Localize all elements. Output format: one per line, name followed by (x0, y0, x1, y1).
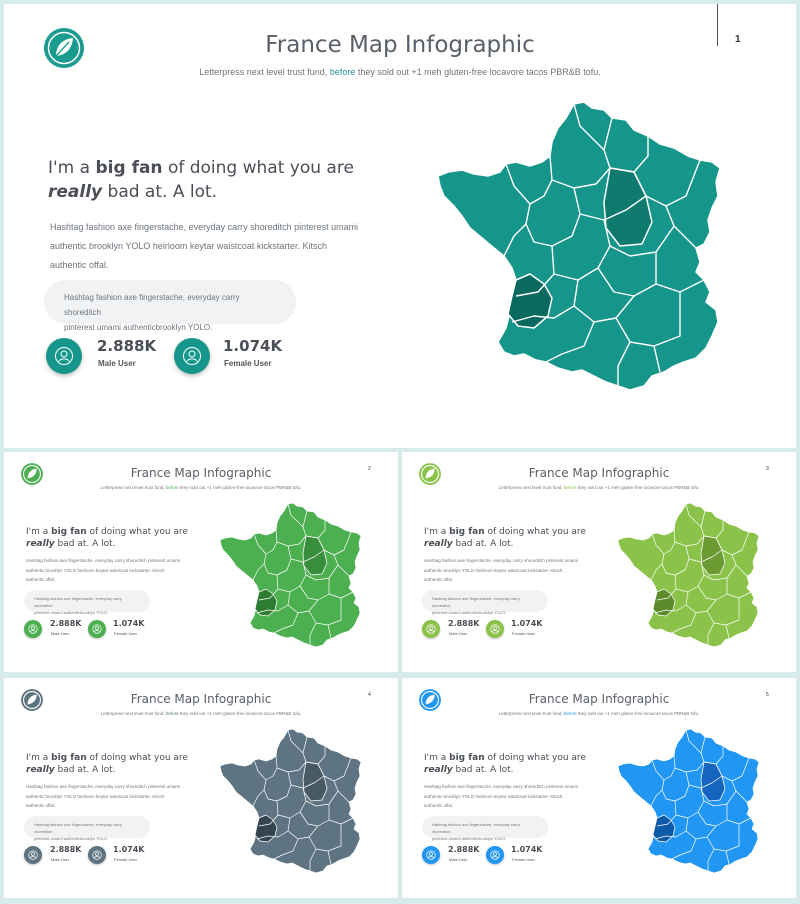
headline-italic: really (26, 539, 55, 549)
body-line: Hashtag fashion axe fingerstache, everyday carry shoreditch pinterest umami (424, 558, 579, 563)
female-user-button[interactable] (88, 846, 106, 864)
body-line: Hashtag fashion axe fingerstache, everyday carry shoreditch pinterest umami (26, 558, 181, 563)
headline-italic: really (26, 765, 55, 775)
page-subtitle (4, 67, 796, 77)
female-user-label: Female User (512, 631, 535, 636)
page-subtitle (4, 711, 398, 716)
body-text (424, 782, 584, 811)
page-title: France Map Infographic (265, 32, 535, 58)
subtitle-text-1: Letterpress next level trust fund, (199, 67, 330, 77)
female-user-button[interactable] (486, 846, 504, 864)
page-subtitle (402, 485, 796, 490)
quote-line: pinterest umami authenticbrooklyn YOLO. (34, 610, 109, 615)
body-text (424, 556, 584, 585)
body-text (50, 218, 370, 275)
male-user-button[interactable] (422, 620, 440, 638)
subtitle-text-2: they sold out +1 meh gluten-free locavore tacos PBR&B tofu. (576, 485, 700, 490)
page-title: France Map Infographic (528, 466, 670, 480)
female-user-label: Female User (114, 857, 137, 862)
body-line: authentic brooklyn YOLO heirloom keytar waistcoat kickstarter. Kitsch (424, 567, 563, 573)
subtitle-highlight: before (329, 67, 356, 77)
headline-part: I'm a (26, 753, 52, 763)
male-user-label: Male User (51, 857, 70, 862)
page-title: France Map Infographic (130, 692, 272, 706)
headline-italic: really (424, 539, 453, 549)
headline-part: bad at. A lot. (452, 765, 514, 775)
body-line: authentic offal. (50, 260, 109, 270)
headline-part: of doing what you are (86, 753, 188, 763)
page-number: 4 (368, 692, 371, 698)
quote-box (44, 280, 296, 332)
user-icon (92, 624, 102, 634)
female-user-button[interactable] (88, 620, 106, 638)
body-line: authentic brooklyn YOLO heirloom keytar waistcoat kickstarter. Kitsch (50, 241, 327, 251)
user-icon (490, 624, 500, 634)
france-outline (618, 503, 759, 647)
user-icon (28, 850, 38, 860)
france-map (616, 500, 766, 650)
male-user-value: 2.888K (50, 845, 82, 854)
page-number: 1 (735, 34, 741, 45)
male-user-label: Male User (98, 359, 136, 368)
female-user-value: 1.074K (113, 619, 145, 628)
page-title: France Map Infographic (528, 692, 670, 706)
quote-line: pinterest umami authenticbrooklyn YOLO. (34, 836, 109, 841)
user-icon (490, 850, 500, 860)
headline-part: bad at. A lot. (54, 765, 116, 775)
male-user-value: 2.888K (448, 619, 480, 628)
page-title: France Map Infographic (130, 466, 272, 480)
headline-part: bad at. A lot. (102, 182, 218, 202)
page-number: 3 (766, 466, 769, 472)
france-outline (220, 503, 361, 647)
body-line: authentic brooklyn YOLO heirloom keytar waistcoat kickstarter. Kitsch (26, 567, 165, 573)
page-number: 2 (368, 466, 371, 472)
male-user-button[interactable] (24, 620, 42, 638)
body-line: authentic offal. (26, 577, 56, 582)
quote-line: pinterest umami authenticbrooklyn YOLO. (432, 610, 507, 615)
body-line: authentic offal. (424, 577, 454, 582)
male-user-label: Male User (51, 631, 70, 636)
headline-part: I'm a (424, 753, 450, 763)
female-user-button[interactable] (486, 620, 504, 638)
male-user-value: 2.888K (97, 337, 157, 355)
subtitle-text-2: they sold out +1 meh gluten-free locavore tacos PBR&B tofu. (355, 67, 601, 77)
headline-italic: really (48, 182, 103, 202)
page-subtitle (402, 711, 796, 716)
headline (26, 752, 196, 776)
body-line: authentic brooklyn YOLO heirloom keytar waistcoat kickstarter. Kitsch (26, 793, 165, 799)
body-text (26, 556, 186, 585)
quote-line: pinterest umami authenticbrooklyn YOLO. (64, 323, 213, 332)
female-user-value: 1.074K (511, 619, 543, 628)
headline-bold: big fan (51, 753, 87, 763)
female-user-label: Female User (224, 359, 272, 368)
subtitle-highlight: before (563, 485, 577, 490)
quote-line: Hashtag fashion axe fingerstache, everyday carry shoreditch (432, 822, 520, 834)
quote-box (422, 816, 548, 841)
headline-bold: big fan (95, 158, 163, 178)
headline-part: of doing what you are (484, 527, 586, 537)
page-number: 5 (766, 692, 769, 698)
quote-box (422, 590, 548, 615)
france-outline (438, 102, 720, 390)
france-outline (618, 729, 759, 873)
male-user-button[interactable] (24, 846, 42, 864)
headline-part: of doing what you are (86, 527, 188, 537)
quote-box (24, 590, 150, 615)
user-icon (54, 346, 74, 366)
headline-part: of doing what you are (162, 158, 354, 178)
headline (424, 752, 594, 776)
body-line: Hashtag fashion axe fingerstache, everyday carry shoreditch pinterest umami (50, 222, 359, 232)
subtitle-text-2: they sold out +1 meh gluten-free locavore tacos PBR&B tofu. (576, 711, 700, 716)
headline-italic: really (424, 765, 453, 775)
subtitle-text-1: Letterpress next level trust fund, (498, 711, 564, 716)
headline-part: of doing what you are (484, 753, 586, 763)
headline-part: I'm a (48, 158, 96, 178)
female-user-value: 1.074K (223, 337, 283, 355)
page-subtitle (4, 485, 398, 490)
male-user-label: Male User (449, 631, 468, 636)
slide-main[interactable] (4, 4, 796, 448)
female-user-button[interactable] (174, 338, 210, 374)
body-line: authentic offal. (26, 803, 56, 808)
female-user-value: 1.074K (113, 845, 145, 854)
female-user-label: Female User (512, 857, 535, 862)
headline-part: I'm a (26, 527, 52, 537)
male-user-button[interactable] (46, 338, 82, 374)
headline-bold: big fan (51, 527, 87, 537)
body-line: authentic offal. (424, 803, 454, 808)
body-line: authentic brooklyn YOLO heirloom keytar waistcoat kickstarter. Kitsch (424, 793, 563, 799)
body-line: Hashtag fashion axe fingerstache, everyday carry shoreditch pinterest umami (424, 784, 579, 789)
slide-thumbnail-5[interactable] (402, 678, 796, 898)
user-icon (182, 346, 202, 366)
subtitle-text-1: Letterpress next level trust fund, (498, 485, 564, 490)
user-icon (426, 624, 436, 634)
user-icon (28, 624, 38, 634)
france-outline (220, 729, 361, 873)
headline-bold: big fan (449, 527, 485, 537)
france-map (616, 726, 766, 876)
body-text (26, 782, 186, 811)
slide-thumbnail-2[interactable] (4, 452, 398, 672)
male-user-button[interactable] (422, 846, 440, 864)
france-map (218, 500, 368, 650)
slide-thumbnail-4[interactable] (4, 678, 398, 898)
user-icon (426, 850, 436, 860)
headline (424, 526, 594, 550)
france-map (218, 726, 368, 876)
user-icon (92, 850, 102, 860)
female-user-value: 1.074K (511, 845, 543, 854)
subtitle-text-2: they sold out +1 meh gluten-free locavore tacos PBR&B tofu. (178, 711, 302, 716)
male-user-label: Male User (449, 857, 468, 862)
subtitle-highlight: before (563, 711, 577, 716)
quote-line: pinterest umami authenticbrooklyn YOLO. (432, 836, 507, 841)
headline (48, 156, 388, 204)
headline (26, 526, 196, 550)
male-user-value: 2.888K (448, 845, 480, 854)
male-user-value: 2.888K (50, 619, 82, 628)
quote-line: Hashtag fashion axe fingerstache, everyday carry shoreditch (64, 293, 240, 317)
quote-box (24, 816, 150, 841)
subtitle-highlight: before (165, 711, 179, 716)
headline-bold: big fan (449, 753, 485, 763)
subtitle-text-1: Letterpress next level trust fund, (100, 485, 166, 490)
quote-line: Hashtag fashion axe fingerstache, everyday carry shoreditch (34, 822, 122, 834)
subtitle-highlight: before (165, 485, 179, 490)
slide-thumbnail-3[interactable] (402, 452, 796, 672)
female-user-label: Female User (114, 631, 137, 636)
france-map (434, 96, 734, 396)
quote-line: Hashtag fashion axe fingerstache, everyday carry shoreditch (432, 596, 520, 608)
quote-line: Hashtag fashion axe fingerstache, everyday carry shoreditch (34, 596, 122, 608)
subtitle-text-2: they sold out +1 meh gluten-free locavore tacos PBR&B tofu. (178, 485, 302, 490)
headline-part: bad at. A lot. (54, 539, 116, 549)
body-line: Hashtag fashion axe fingerstache, everyday carry shoreditch pinterest umami (26, 784, 181, 789)
headline-part: bad at. A lot. (452, 539, 514, 549)
subtitle-text-1: Letterpress next level trust fund, (100, 711, 166, 716)
headline-part: I'm a (424, 527, 450, 537)
